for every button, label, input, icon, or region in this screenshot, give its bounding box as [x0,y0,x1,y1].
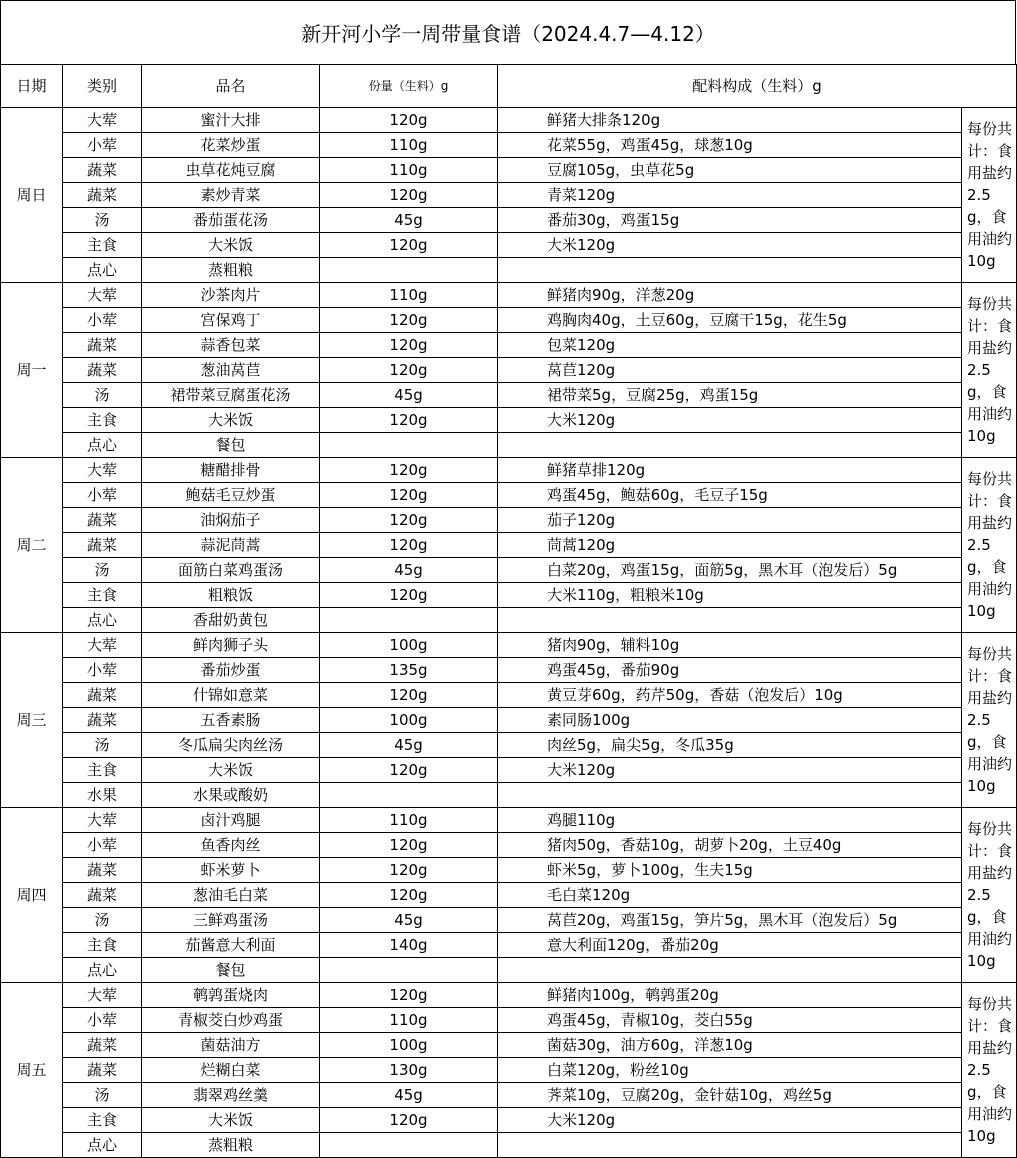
dish-cell: 素炒青菜 [142,183,320,208]
ingredients-cell: 黄豆芽60g，药芹50g，香菇（泡发后）10g [498,683,962,708]
dish-cell: 卤汁鸡腿 [142,808,320,833]
nutrition-note: 每份共计：食用盐约2.5g，食用油约10g [962,458,1017,633]
category-cell: 大荤 [63,633,142,658]
table-row [1,608,1017,633]
portion-cell: 120g [320,233,498,258]
portion-cell: 120g [320,833,498,858]
portion-cell: 120g [320,1108,498,1133]
portion-cell [320,433,498,458]
category-cell: 主食 [63,933,142,958]
portion-cell: 45g [320,208,498,233]
table-row [1,408,1017,433]
portion-cell: 120g [320,508,498,533]
portion-cell: 45g [320,733,498,758]
table-row [1,1008,1017,1033]
table-row [1,1133,1017,1158]
dish-cell: 菌菇油方 [142,1033,320,1058]
table-row [1,858,1017,883]
dish-cell: 什锦如意菜 [142,683,320,708]
category-cell: 大荤 [63,108,142,133]
nutrition-note: 每份共计：食用盐约2.5g，食用油约10g [962,283,1017,458]
dish-cell: 番茄蛋花汤 [142,208,320,233]
ingredients-cell: 花菜55g，鸡蛋45g，球葱10g [498,133,962,158]
table-row [1,583,1017,608]
ingredients-cell: 莴苣120g [498,358,962,383]
ingredients-cell [498,958,962,983]
dish-cell: 餐包 [142,958,320,983]
menu-table [0,64,1017,1158]
dish-cell: 鲜肉狮子头 [142,633,320,658]
dish-cell: 蒸粗粮 [142,1133,320,1158]
dish-cell: 大米饭 [142,758,320,783]
category-cell: 蔬菜 [63,683,142,708]
table-row [1,483,1017,508]
ingredients-cell: 豆腐105g，虫草花5g [498,158,962,183]
ingredients-cell [498,608,962,633]
ingredients-cell: 鸡胸肉40g，土豆60g，豆腐干15g，花生5g [498,308,962,333]
table-row [1,658,1017,683]
table-row [1,533,1017,558]
ingredients-cell: 猪肉50g，香菇10g，胡萝卜20g，土豆40g [498,833,962,858]
table-row [1,308,1017,333]
dish-cell: 面筋白菜鸡蛋汤 [142,558,320,583]
header-ingredients: 配料构成（生料）g [498,65,1017,108]
ingredients-cell: 大米110g，粗粮米10g [498,583,962,608]
category-cell: 大荤 [63,458,142,483]
ingredients-cell: 鸡腿110g [498,808,962,833]
category-cell: 蔬菜 [63,183,142,208]
portion-cell: 130g [320,1058,498,1083]
portion-cell: 45g [320,1083,498,1108]
header-dish: 品名 [142,65,320,108]
table-row [1,283,1017,308]
category-cell: 大荤 [63,983,142,1008]
category-cell: 汤 [63,383,142,408]
table-row [1,958,1017,983]
table-row [1,558,1017,583]
dish-cell: 三鲜鸡蛋汤 [142,908,320,933]
category-cell: 点心 [63,433,142,458]
table-row [1,208,1017,233]
ingredients-cell: 素同肠100g [498,708,962,733]
portion-cell: 120g [320,758,498,783]
portion-cell: 120g [320,183,498,208]
header-category: 类别 [63,65,142,108]
category-cell: 蔬菜 [63,533,142,558]
ingredients-cell [498,433,962,458]
dish-cell: 水果或酸奶 [142,783,320,808]
table-row [1,1033,1017,1058]
portion-cell [320,608,498,633]
dish-cell: 裙带菜豆腐蛋花汤 [142,383,320,408]
category-cell: 蔬菜 [63,508,142,533]
ingredients-cell: 猪肉90g，辅料10g [498,633,962,658]
portion-cell: 45g [320,908,498,933]
category-cell: 大荤 [63,283,142,308]
category-cell: 蔬菜 [63,708,142,733]
table-row [1,783,1017,808]
portion-cell: 45g [320,558,498,583]
category-cell: 汤 [63,908,142,933]
table-row [1,233,1017,258]
category-cell: 主食 [63,583,142,608]
table-row [1,458,1017,483]
portion-cell: 120g [320,408,498,433]
category-cell: 汤 [63,733,142,758]
nutrition-note: 每份共计：食用盐约2.5g，食用油约10g [962,633,1017,808]
portion-cell: 120g [320,533,498,558]
ingredients-cell [498,258,962,283]
table-row [1,383,1017,408]
category-cell: 主食 [63,758,142,783]
menu-body [1,108,1017,1158]
dish-cell: 花菜炒蛋 [142,133,320,158]
dish-cell: 冬瓜扁尖肉丝汤 [142,733,320,758]
table-row [1,808,1017,833]
portion-cell: 120g [320,308,498,333]
dish-cell: 大米饭 [142,408,320,433]
table-row [1,633,1017,658]
category-cell: 小荤 [63,308,142,333]
dish-cell: 烂糊白菜 [142,1058,320,1083]
dish-cell: 香甜奶黄包 [142,608,320,633]
ingredients-cell: 莴苣20g，鸡蛋15g，笋片5g，黑木耳（泡发后）5g [498,908,962,933]
table-row [1,258,1017,283]
dish-cell: 五香素肠 [142,708,320,733]
ingredients-cell: 青菜120g [498,183,962,208]
portion-cell: 120g [320,983,498,1008]
category-cell: 主食 [63,233,142,258]
ingredients-cell: 裙带菜5g，豆腐25g，鸡蛋15g [498,383,962,408]
day-cell: 周三 [1,633,63,808]
portion-cell [320,783,498,808]
portion-cell: 110g [320,1008,498,1033]
portion-cell: 120g [320,358,498,383]
category-cell: 小荤 [63,1008,142,1033]
category-cell: 主食 [63,1108,142,1133]
ingredients-cell: 虾米5g，萝卜100g，生夫15g [498,858,962,883]
table-row [1,883,1017,908]
table-row [1,733,1017,758]
table-row [1,333,1017,358]
portion-cell [320,258,498,283]
nutrition-note: 每份共计：食用盐约2.5g，食用油约10g [962,808,1017,983]
category-cell: 汤 [63,208,142,233]
dish-cell: 油焖茄子 [142,508,320,533]
category-cell: 蔬菜 [63,333,142,358]
ingredients-cell: 白菜120g，粉丝10g [498,1058,962,1083]
dish-cell: 鲍菇毛豆炒蛋 [142,483,320,508]
ingredients-cell: 鸡蛋45g，青椒10g，茭白55g [498,1008,962,1033]
ingredients-cell: 肉丝5g，扁尖5g，冬瓜35g [498,733,962,758]
ingredients-cell: 鲜猪草排120g [498,458,962,483]
ingredients-cell: 包菜120g [498,333,962,358]
table-row [1,708,1017,733]
table-row [1,833,1017,858]
category-cell: 蔬菜 [63,1033,142,1058]
dish-cell: 翡翠鸡丝羹 [142,1083,320,1108]
dish-cell: 鹌鹑蛋烧肉 [142,983,320,1008]
dish-cell: 糖醋排骨 [142,458,320,483]
portion-cell: 110g [320,158,498,183]
portion-cell: 110g [320,808,498,833]
table-row [1,133,1017,158]
portion-cell: 120g [320,683,498,708]
category-cell: 小荤 [63,833,142,858]
portion-cell: 140g [320,933,498,958]
table-row [1,358,1017,383]
category-cell: 主食 [63,408,142,433]
dish-cell: 大米饭 [142,1108,320,1133]
table-row [1,158,1017,183]
dish-cell: 蜜汁大排 [142,108,320,133]
portion-cell: 100g [320,708,498,733]
portion-cell: 100g [320,633,498,658]
ingredients-cell: 白菜20g，鸡蛋15g，面筋5g，黑木耳（泡发后）5g [498,558,962,583]
header-row [1,65,1017,108]
table-row [1,1083,1017,1108]
nutrition-note: 每份共计：食用盐约2.5g，食用油约10g [962,983,1017,1158]
table-row [1,758,1017,783]
ingredients-cell: 荠菜10g，豆腐20g，金针菇10g，鸡丝5g [498,1083,962,1108]
table-row [1,433,1017,458]
dish-cell: 青椒茭白炒鸡蛋 [142,1008,320,1033]
page-title: 新开河小学一周带量食谱（2024.4.7—4.12） [0,0,1016,64]
dish-cell: 大米饭 [142,233,320,258]
ingredients-cell: 菌菇30g，油方60g，洋葱10g [498,1033,962,1058]
dish-cell: 宫保鸡丁 [142,308,320,333]
dish-cell: 粗粮饭 [142,583,320,608]
dish-cell: 虫草花炖豆腐 [142,158,320,183]
category-cell: 水果 [63,783,142,808]
portion-cell [320,958,498,983]
dish-cell: 蒸粗粮 [142,258,320,283]
ingredients-cell: 鸡蛋45g，鲍菇60g，毛豆子15g [498,483,962,508]
header-date: 日期 [1,65,63,108]
portion-cell: 120g [320,883,498,908]
table-row [1,1058,1017,1083]
day-cell: 周一 [1,283,63,458]
category-cell: 汤 [63,1083,142,1108]
category-cell: 蔬菜 [63,858,142,883]
category-cell: 小荤 [63,133,142,158]
ingredients-cell [498,1133,962,1158]
day-cell: 周五 [1,983,63,1158]
ingredients-cell: 鲜猪肉90g，洋葱20g [498,283,962,308]
portion-cell: 110g [320,133,498,158]
dish-cell: 沙茶肉片 [142,283,320,308]
category-cell: 蔬菜 [63,1058,142,1083]
ingredients-cell: 番茄30g，鸡蛋15g [498,208,962,233]
category-cell: 点心 [63,258,142,283]
ingredients-cell: 鲜猪大排条120g [498,108,962,133]
nutrition-note: 每份共计：食用盐约2.5g，食用油约10g [962,108,1017,283]
ingredients-cell: 毛白菜120g [498,883,962,908]
table-row [1,108,1017,133]
portion-cell [320,1133,498,1158]
dish-cell: 虾米萝卜 [142,858,320,883]
ingredients-cell: 茄子120g [498,508,962,533]
portion-cell: 120g [320,108,498,133]
portion-cell: 120g [320,583,498,608]
day-cell: 周日 [1,108,63,283]
dish-cell: 餐包 [142,433,320,458]
dish-cell: 鱼香肉丝 [142,833,320,858]
category-cell: 小荤 [63,483,142,508]
ingredients-cell: 大米120g [498,758,962,783]
table-row [1,933,1017,958]
ingredients-cell: 鲜猪肉100g，鹌鹑蛋20g [498,983,962,1008]
table-row [1,508,1017,533]
header-portion: 份量（生料）g [320,65,498,108]
ingredients-cell: 意大利面120g，番茄20g [498,933,962,958]
portion-cell: 120g [320,483,498,508]
ingredients-cell: 鸡蛋45g，番茄90g [498,658,962,683]
portion-cell: 120g [320,858,498,883]
table-row [1,1108,1017,1133]
table-row [1,908,1017,933]
category-cell: 点心 [63,608,142,633]
table-row [1,183,1017,208]
category-cell: 蔬菜 [63,883,142,908]
table-row [1,683,1017,708]
category-cell: 大荤 [63,808,142,833]
category-cell: 蔬菜 [63,158,142,183]
category-cell: 点心 [63,1133,142,1158]
dish-cell: 蒜香包菜 [142,333,320,358]
dish-cell: 葱油莴苣 [142,358,320,383]
portion-cell: 45g [320,383,498,408]
portion-cell: 100g [320,1033,498,1058]
table-row [1,983,1017,1008]
portion-cell: 110g [320,283,498,308]
category-cell: 汤 [63,558,142,583]
ingredients-cell: 大米120g [498,408,962,433]
ingredients-cell [498,783,962,808]
category-cell: 小荤 [63,658,142,683]
portion-cell: 120g [320,333,498,358]
dish-cell: 番茄炒蛋 [142,658,320,683]
category-cell: 蔬菜 [63,358,142,383]
day-cell: 周四 [1,808,63,983]
dish-cell: 蒜泥茼蒿 [142,533,320,558]
day-cell: 周二 [1,458,63,633]
dish-cell: 茄酱意大利面 [142,933,320,958]
portion-cell: 120g [320,458,498,483]
ingredients-cell: 大米120g [498,1108,962,1133]
portion-cell: 135g [320,658,498,683]
ingredients-cell: 茼蒿120g [498,533,962,558]
dish-cell: 葱油毛白菜 [142,883,320,908]
category-cell: 点心 [63,958,142,983]
ingredients-cell: 大米120g [498,233,962,258]
